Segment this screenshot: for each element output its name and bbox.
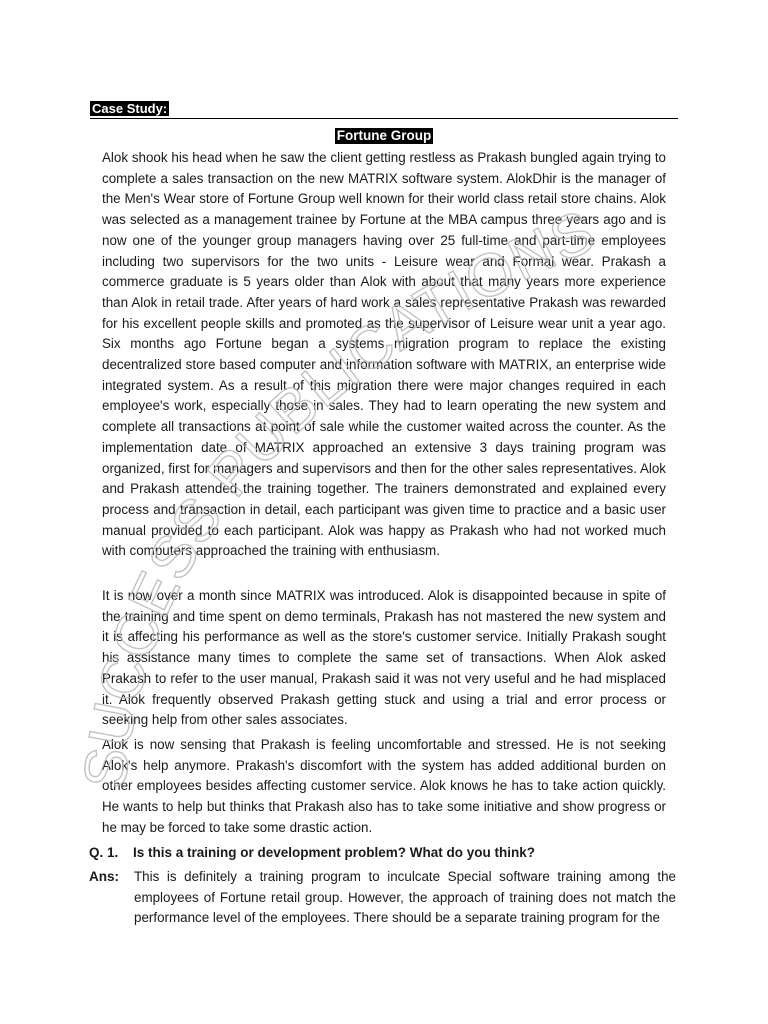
paragraph-3: Alok is now sensing that Prakash is feeling uncomfortable and stressed. He is not seeking Alok's help anymore. Prakash's discomfort with the system has added additional burden on other employees besides affecting customer service. Alok knows he has to take action quickly. He wants to help but thinks that Prakash also has to take some initiative and show progress or he may be forced to take some drastic action. <box>102 737 666 835</box>
question-text: Is this a training or development problem? What do you think? <box>133 845 536 860</box>
case-study-label: Case Study: <box>92 101 168 116</box>
svg-text:SUCCESS PUBLICATIONS: SUCCESS PUBLICATIONS <box>70 196 605 792</box>
answer-text: This is definitely a training program to inculcate Special software training among the employees of Fortune retail group. However, the approach of training does not match the performance level of the employees. There should be a separate training program for the <box>134 869 676 926</box>
section-heading-rule <box>90 100 678 119</box>
paragraph-2: It is now over a month since MATRIX was introduced. Alok is disappointed because in spite of the training and time spent on demo terminals, Prakash has not mastered the new system and it is affecting his performance as well as the store's customer service. Initially Prakash sought his assistance many times to complete the same set of transactions. When Alok asked Prakash to refer to the user manual, Prakash said it was not very useful and he had misplaced it. Alok frequently observed Prakash getting stuck and using a trial and error process or seeking help from other sales associates. <box>102 588 666 728</box>
paragraph-1: Alok shook his head when he saw the client getting restless as Prakash bungled again trying to complete a sales transaction on the new MATRIX software system. AlokDhir is the manager of the Men's Wear store of Fortune Group well known for their world class retail store chains. Alok was selected as a management trainee by Fortune at the MBA campus three years ago and is now one of the younger group managers having over 25 full-time and part-time employees including two supervisors for the two units - Leisure wear and Formal wear. Prakash a commerce graduate is 5 years older than Alok with about that many years more experience than Alok in retail trade. After years of hard work a sales representative Prakash was rewarded for his excellent people skills and promoted as the supervisor of Leisure wear unit a year ago. Six months ago Fortune began a systems migration program to replace the existing decentralized store based computer and information software with MATRIX, an enterprise wide integrated system. As a result of this migration there were major changes required in each employee's work, especially those in sales. They had to learn operating the new system and complete all transactions at point of sale while the customer waited across the counter. As the implementation date of MATRIX approached an extensive 3 days training program was organized, first for managers and supervisors and then for the other sales representatives. Alok and Prakash attended the training together. The trainers demonstrated and explained every process and transaction in detail, each participant was given time to practice and a basic user manual provided to each participant. Alok was happy as Prakash who had not worked much with computers approached the training with enthusiasm. <box>102 150 666 559</box>
answer-label: Ans: <box>89 869 119 884</box>
title-container <box>0 127 768 145</box>
document-title: Fortune Group <box>336 128 432 143</box>
question-number: Q. 1. <box>89 845 119 860</box>
